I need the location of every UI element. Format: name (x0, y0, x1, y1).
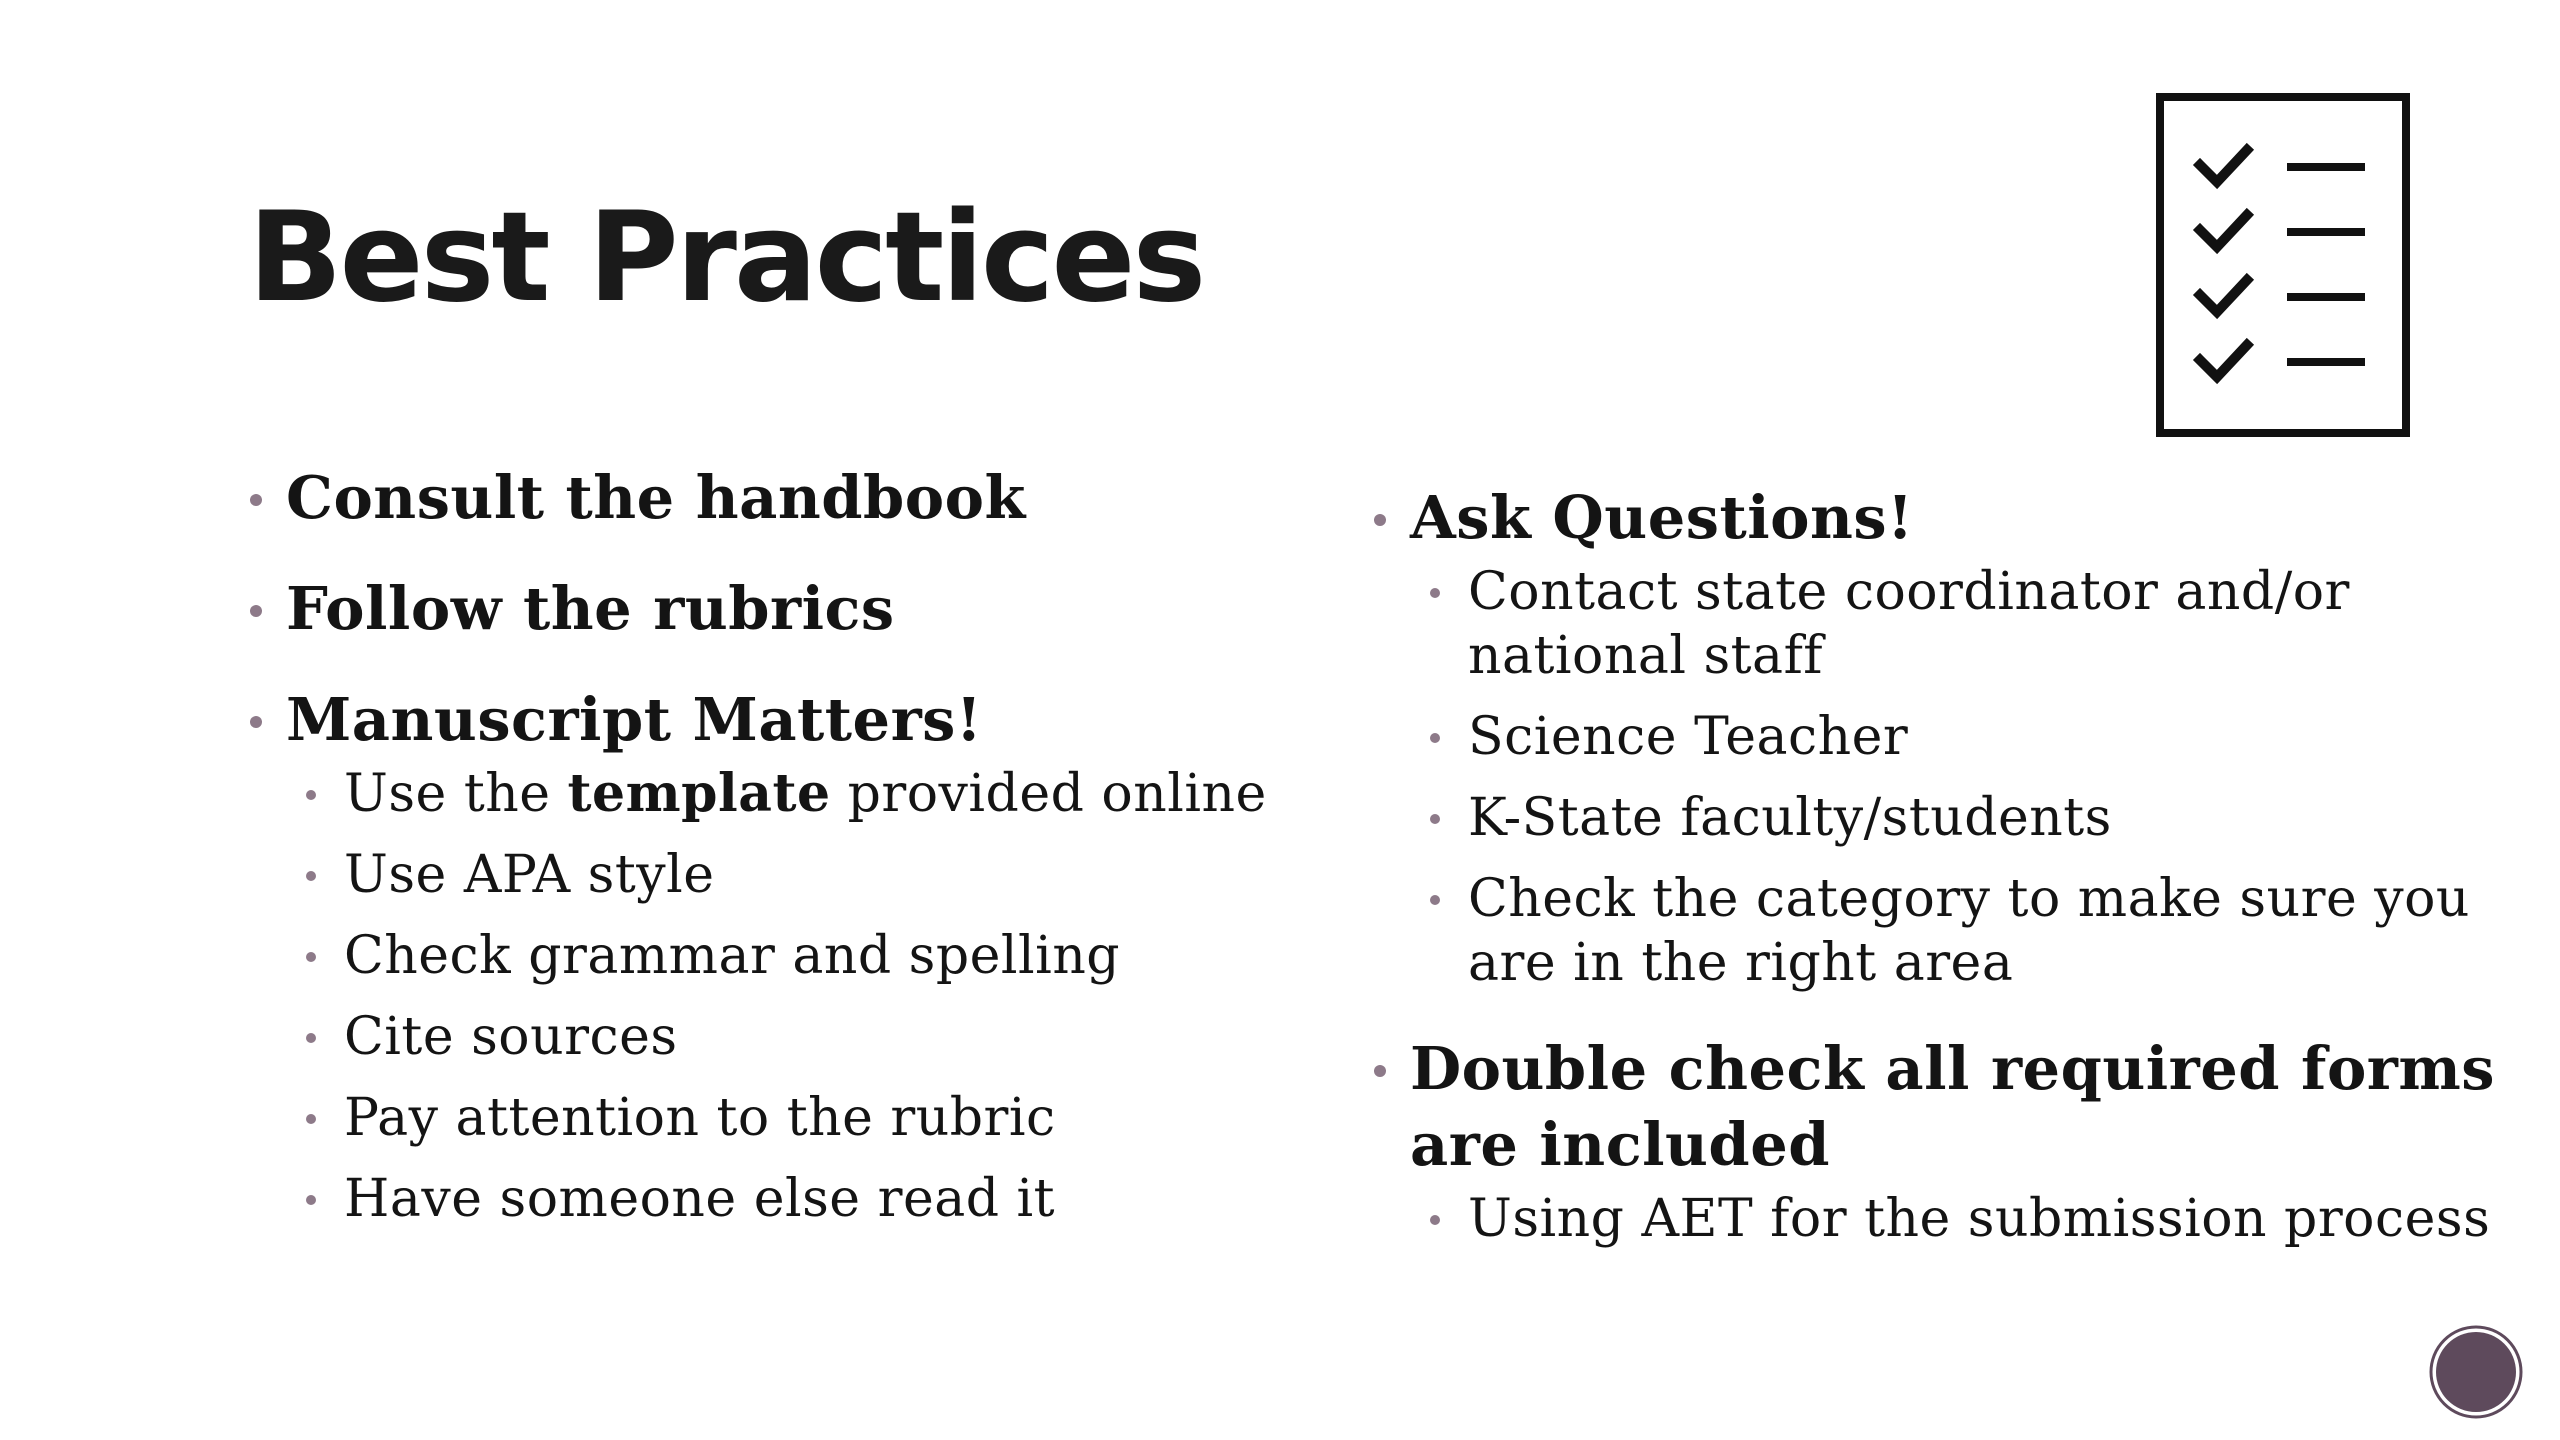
slide-nav-button[interactable] (2428, 1324, 2524, 1420)
sub-bullet-cite-sources (286, 1005, 1308, 1069)
manuscript-sub-list (286, 762, 1308, 1231)
sub-bullet-grammar (286, 924, 1308, 988)
bullet-consult-handbook (248, 460, 1308, 536)
sub-bullet-text: Have someone else read it (344, 1169, 1056, 1229)
bullet-manuscript-matters (248, 682, 1308, 1231)
bullet-double-check-forms (1372, 1031, 2512, 1251)
sub-bullet-text-before: Use the (344, 764, 568, 824)
sub-bullet-template (286, 762, 1308, 826)
bullet-ask-questions (1372, 480, 2512, 995)
sub-bullet-text: Check grammar and spelling (344, 926, 1121, 986)
sub-bullet-aet-submission (1410, 1187, 2512, 1251)
sub-bullet-text-bold: template (567, 763, 831, 824)
forms-sub-list (1410, 1187, 2512, 1251)
bullet-text: Manuscript Matters! (286, 685, 983, 754)
sub-bullet-someone-read (286, 1167, 1308, 1231)
sub-bullet-text: Contact state coordinator and/or national staff (1468, 562, 2350, 686)
sub-bullet-science-teacher (1410, 705, 2512, 769)
bullet-text: Consult the handbook (286, 463, 1026, 532)
left-bullet-column (248, 460, 1308, 1231)
bullet-text: Follow the rubrics (286, 574, 895, 643)
sub-bullet-text: Cite sources (344, 1007, 678, 1067)
sub-bullet-text: Using AET for the submission process (1468, 1189, 2491, 1249)
sub-bullet-text: Check the category to make sure you are in the right area (1468, 869, 2470, 993)
sub-bullet-kstate-faculty (1410, 786, 2512, 850)
checklist-icon (2155, 92, 2411, 438)
bullet-follow-rubrics (248, 571, 1308, 647)
sub-bullet-text-after: provided online (830, 764, 1267, 824)
bullet-text: Ask Questions! (1410, 483, 1914, 552)
sub-bullet-text: K-State faculty/students (1468, 788, 2112, 848)
sub-bullet-text: Pay attention to the rubric (344, 1088, 1056, 1148)
right-bullet-column (1372, 480, 2512, 1251)
bullet-text: Double check all required forms are included (1410, 1034, 2496, 1179)
ask-questions-sub-list (1410, 560, 2512, 995)
sub-bullet-check-category (1410, 867, 2512, 995)
sub-bullet-contact-coordinator (1410, 560, 2512, 688)
sub-bullet-text: Science Teacher (1468, 707, 1909, 767)
sub-bullet-text: Use APA style (344, 845, 715, 905)
sub-bullet-rubric-attention (286, 1086, 1308, 1150)
slide-title: Best Practices (248, 186, 1204, 330)
sub-bullet-apa-style (286, 843, 1308, 907)
